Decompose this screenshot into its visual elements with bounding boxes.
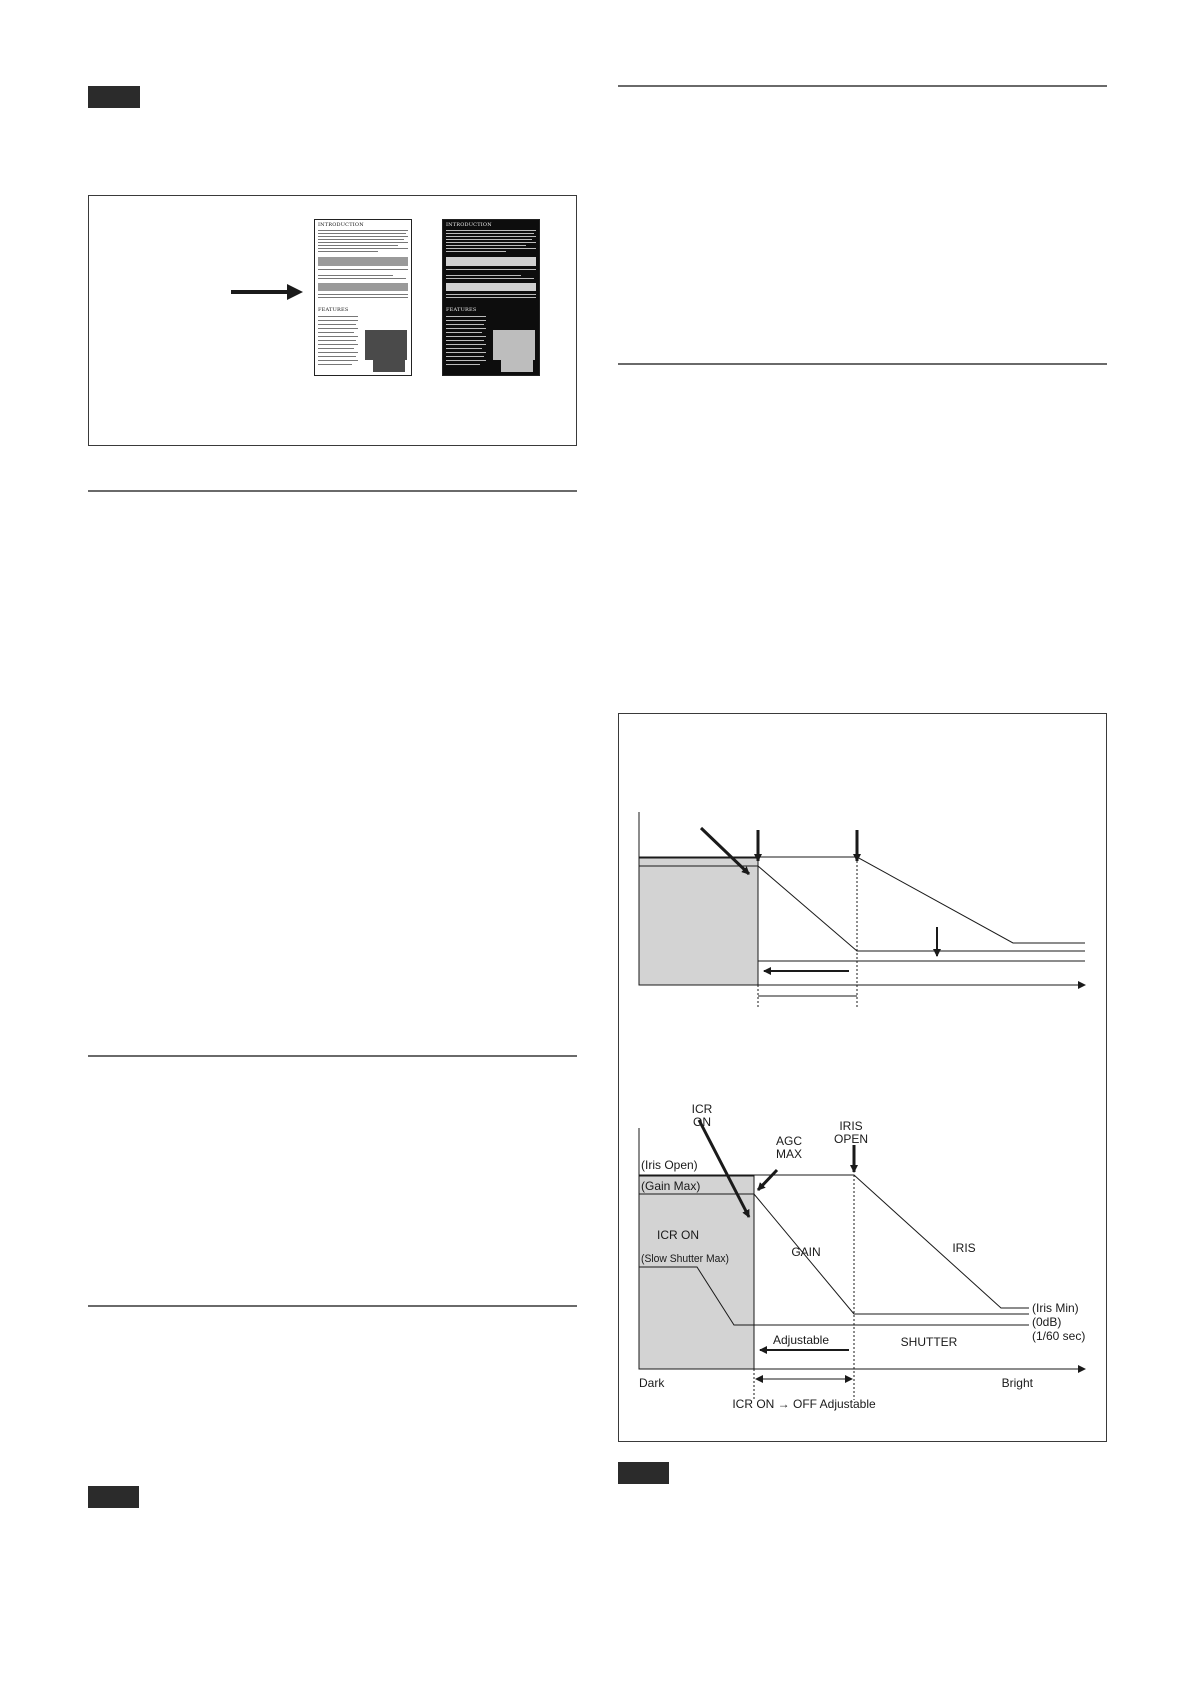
thumbnail-title: INTRODUCTION — [446, 222, 492, 228]
gain-zero-level-label: (0dB) — [1032, 1315, 1062, 1329]
shutter-series-label: SHUTTER — [900, 1335, 958, 1349]
x-axis-end-label: Bright — [1001, 1376, 1033, 1390]
upper-dark-region — [639, 858, 758, 985]
note-tag-top-left — [88, 86, 140, 108]
iris-open-level-label: (Iris Open) — [641, 1158, 698, 1172]
iris-series-label: IRIS — [952, 1241, 976, 1255]
exposure-diagrams — [619, 714, 1108, 1443]
agc-marker-line2: MAX — [775, 1147, 803, 1161]
upper-exposure-diagram — [639, 812, 1085, 1007]
slow-shutter-max-label: (Slow Shutter Max) — [641, 1253, 729, 1265]
dark-region — [639, 1176, 754, 1369]
document-illustration-figure — [88, 195, 577, 446]
section-divider — [88, 1305, 577, 1307]
lower-exposure-diagram — [639, 1102, 1085, 1411]
iris-open-marker-line1: IRIS — [839, 1119, 863, 1133]
note-tag-bottom-right — [618, 1462, 669, 1484]
adjustable-label: Adjustable — [772, 1333, 830, 1347]
agc-marker-line1: AGC — [775, 1134, 803, 1148]
section-divider — [88, 1055, 577, 1057]
shutter-base-level-label: (1/60 sec) — [1032, 1329, 1086, 1343]
document-thumbnail-normal: INTRODUCTION FEATURES — [314, 219, 412, 376]
document-thumbnail-inverted: INTRODUCTION FEATURES — [442, 219, 540, 376]
gain-max-level-label: (Gain Max) — [641, 1179, 701, 1193]
thumbnail-title: INTRODUCTION — [318, 222, 364, 228]
gain-series-label: GAIN — [791, 1245, 821, 1259]
iris-open-marker-line2: OPEN — [833, 1132, 869, 1146]
icr-region-label: ICR ON — [657, 1228, 699, 1242]
section-divider — [618, 363, 1107, 365]
x-axis-start-label: Dark — [639, 1376, 665, 1390]
exposure-control-figure — [618, 713, 1107, 1442]
icr-marker-line2: ON — [693, 1115, 711, 1129]
icr-on-off-adjustable-label: ICR ON → OFF Adjustable — [732, 1397, 876, 1411]
section-divider — [88, 490, 577, 492]
agc-max-arrow — [758, 1170, 777, 1190]
iris-min-level-label: (Iris Min) — [1032, 1301, 1079, 1315]
icr-marker-line1: ICR — [691, 1102, 713, 1116]
note-tag-bottom-left — [88, 1486, 139, 1508]
section-divider — [618, 85, 1107, 87]
